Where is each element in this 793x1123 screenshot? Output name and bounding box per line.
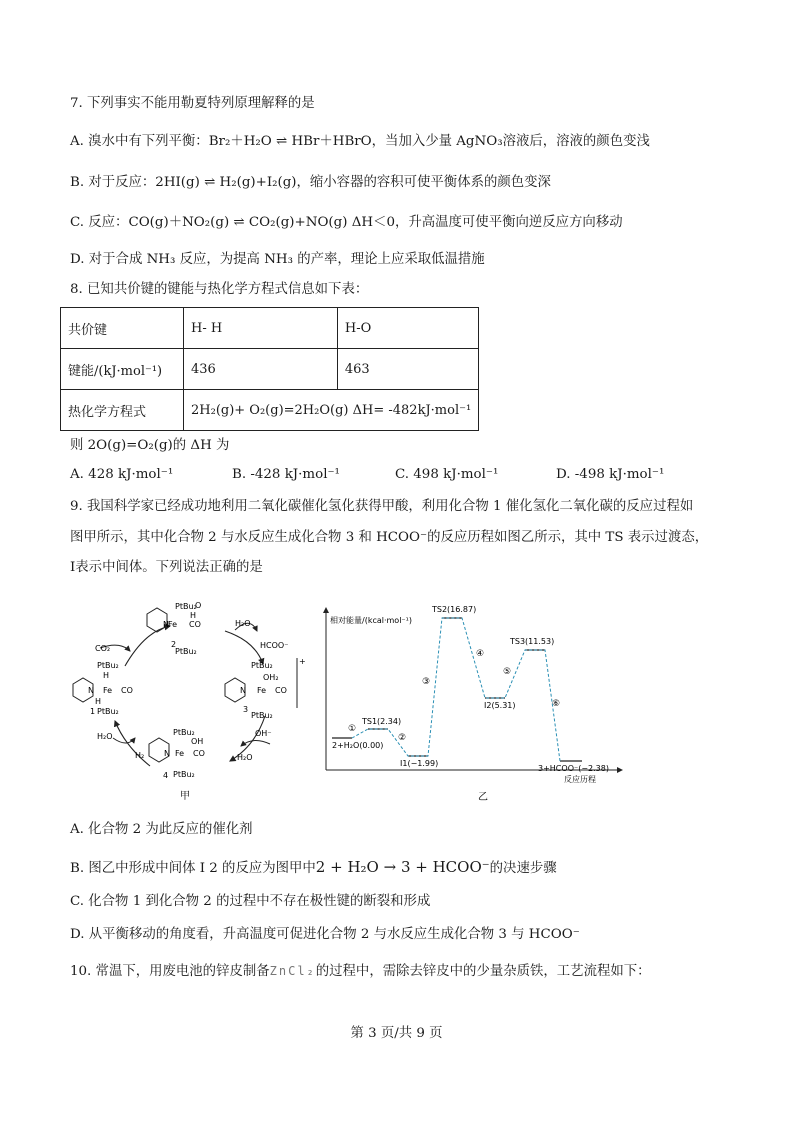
table-cell: 共价键 — [61, 308, 184, 349]
co-label: CO — [275, 686, 287, 695]
q7-option-d: D. 对于合成 NH₃ 反应，为提高 NH₃ 的产率，理论上应采取低温措施 — [70, 252, 485, 267]
q9-option-b-suffix: 的决速步骤 — [489, 861, 557, 876]
step-marker: ④ — [476, 649, 485, 659]
catalytic-cycle-figure — [65, 596, 315, 806]
q7-option-b: B. 对于反应：2HI(g) ⇌ H₂(g)+I₂(g)，缩小容器的容积可使平衡体系的颜色变深 — [70, 175, 551, 190]
h-label: H — [190, 611, 197, 620]
q10-stem-suffix: 的过程中，需除去锌皮中的少量杂质铁，工艺流程如下： — [315, 964, 651, 979]
fe-label: Fe — [257, 686, 267, 695]
n-label: N — [88, 686, 94, 695]
fe-label: Fe — [103, 686, 113, 695]
table-cell: 463 — [337, 349, 478, 390]
tbu-label: PtBu₂ — [97, 707, 119, 716]
state-label: TS3(11.53) — [510, 637, 555, 646]
compound-4-number: 4 — [163, 771, 169, 780]
step-marker: ③ — [422, 677, 431, 687]
state-label: 3+HCOO⁻(−2.38) — [538, 764, 609, 773]
h-label: H — [103, 671, 110, 680]
bond-energy-table — [60, 307, 479, 431]
n-label: N — [240, 686, 246, 695]
q9-option-a: A. 化合物 2 为此反应的催化剂 — [70, 822, 253, 837]
oh-minus-label: OH⁻ — [255, 729, 272, 738]
table-row — [61, 390, 479, 431]
state-label: TS1(2.34) — [362, 717, 402, 726]
tbu-label: PtBu₂ — [175, 647, 197, 656]
fe-label: Fe — [175, 749, 185, 758]
q8-question: 则 2O(g)=O₂(g)的 ΔH 为 — [70, 438, 230, 453]
tbu-label: PtBu₂ — [97, 661, 119, 670]
tbu-label: PtBu₂ — [173, 770, 195, 779]
q9-stem-line3: Ⅰ表示中间体。下列说法正确的是 — [70, 560, 263, 575]
tbu-label: PtBu₂ — [173, 728, 195, 737]
fe-label: Fe — [168, 620, 178, 629]
compound-2-number: 2 — [171, 640, 177, 649]
n-label: N — [164, 749, 170, 758]
table-row — [61, 308, 479, 349]
table-cell: 键能/(kJ·mol⁻¹) — [61, 349, 184, 390]
compound-3-number: 3 — [243, 705, 249, 714]
tbu-label: PtBu₂ — [251, 711, 273, 720]
co-label: CO — [193, 749, 205, 758]
q10-stem-prefix: 10. 常温下，用废电池的锌皮制备 — [70, 964, 270, 979]
q8-option-c: C. 498 kJ·mol⁻¹ — [395, 467, 499, 482]
q7-option-a: A. 溴水中有下列平衡：Br₂＋H₂O ⇌ HBr＋HBrO，当加入少量 AgNO₃溶液后，溶液的颜色变浅 — [70, 134, 650, 149]
co-label: CO — [121, 686, 133, 695]
q9-option-c: C. 化合物 1 到化合物 2 的过程中不存在极性键的断裂和形成 — [70, 894, 431, 909]
x-axis-label: 反应历程 — [564, 775, 596, 784]
q9-option-d: D. 从平衡移动的角度看，升高温度可促进化合物 2 与水反应生成化合物 3 与 HCOO⁻ — [70, 927, 580, 942]
table-cell: H-O — [337, 308, 478, 349]
table-cell: H- H — [184, 308, 338, 349]
reaction-formula: 2 + H₂O → 3 + HCOO⁻ — [315, 858, 490, 876]
figure-caption-yi: 乙 — [478, 792, 488, 803]
q9-stem-line2: 图甲所示，其中化合物 2 与水反应生成化合物 3 和 HCOO⁻的反应历程如图乙所示，其中 TS 表示过渡态， — [70, 530, 709, 545]
table-cell: 436 — [184, 349, 338, 390]
o-label: O — [195, 601, 202, 610]
q9-option-b-prefix: B. 图乙中形成中间体 I 2 的反应为图甲中 — [70, 861, 316, 876]
step-marker: ② — [398, 733, 407, 743]
q8-option-b: B. -428 kJ·mol⁻¹ — [232, 467, 340, 482]
n-label: N — [163, 620, 169, 629]
step-marker: ⑤ — [503, 667, 512, 677]
h2-label: H₂ — [135, 751, 145, 760]
tbu-label: PtBu₂ — [251, 661, 273, 670]
h2o-label: H₂O — [235, 619, 251, 628]
state-label: 2+H₂O(0.00) — [332, 741, 384, 750]
co2-label: CO₂ — [95, 644, 111, 653]
q10-stem — [70, 962, 651, 981]
state-label: I1(−1.99) — [400, 759, 439, 768]
q8-option-a: A. 428 kJ·mol⁻¹ — [70, 467, 174, 482]
hcoo-label: HCOO⁻ — [260, 641, 289, 650]
state-label: TS2(16.87) — [432, 605, 477, 614]
step-marker: ⑥ — [552, 699, 561, 709]
page-footer: 第 3 页/共 9 页 — [350, 1026, 443, 1041]
tbu-label: PtBu₂ — [175, 602, 197, 611]
step-marker: ① — [348, 724, 357, 734]
q7-option-c: C. 反应：CO(g)＋NO₂(g) ⇌ CO₂(g)+NO(g) ΔH＜0，升高温度可使平衡向逆反应方向移动 — [70, 215, 623, 230]
oh2-label: OH₂ — [263, 673, 279, 682]
figure-caption-jia: 甲 — [180, 791, 190, 802]
y-axis-label: 相对能量/(kcal·mol⁻¹) — [330, 616, 412, 625]
q8-option-d: D. -498 kJ·mol⁻¹ — [556, 467, 665, 482]
h2o-label: H₂O — [97, 732, 113, 741]
charge-plus: + — [299, 657, 306, 666]
h2o-label: H₂O — [237, 753, 253, 762]
q9-stem-line1: 9. 我国科学家已经成功地利用二氧化碳催化氢化获得甲酸，利用化合物 1 催化氢化二氧化碳的反应过程如 — [70, 499, 694, 514]
table-cell: 热化学方程式 — [61, 390, 184, 431]
table-row — [61, 349, 479, 390]
state-label: I2(5.31) — [484, 701, 516, 710]
h-label: H — [95, 697, 102, 706]
table-cell: 2H₂(g)+ O₂(g)=2H₂O(g) ΔH= -482kJ·mol⁻¹ — [184, 390, 479, 431]
q9-option-b — [70, 858, 557, 878]
q8-stem: 8. 已知共价键的键能与热化学方程式信息如下表： — [70, 282, 369, 297]
oh-label: OH — [191, 737, 204, 746]
co-label: CO — [189, 620, 201, 629]
q7-stem: 7. 下列事实不能用勒夏特列原理解释的是 — [70, 96, 315, 111]
energy-profile-figure — [320, 598, 630, 808]
compound-1-number: 1 — [90, 707, 96, 716]
zncl2-formula: ZnCl₂ — [269, 964, 316, 978]
